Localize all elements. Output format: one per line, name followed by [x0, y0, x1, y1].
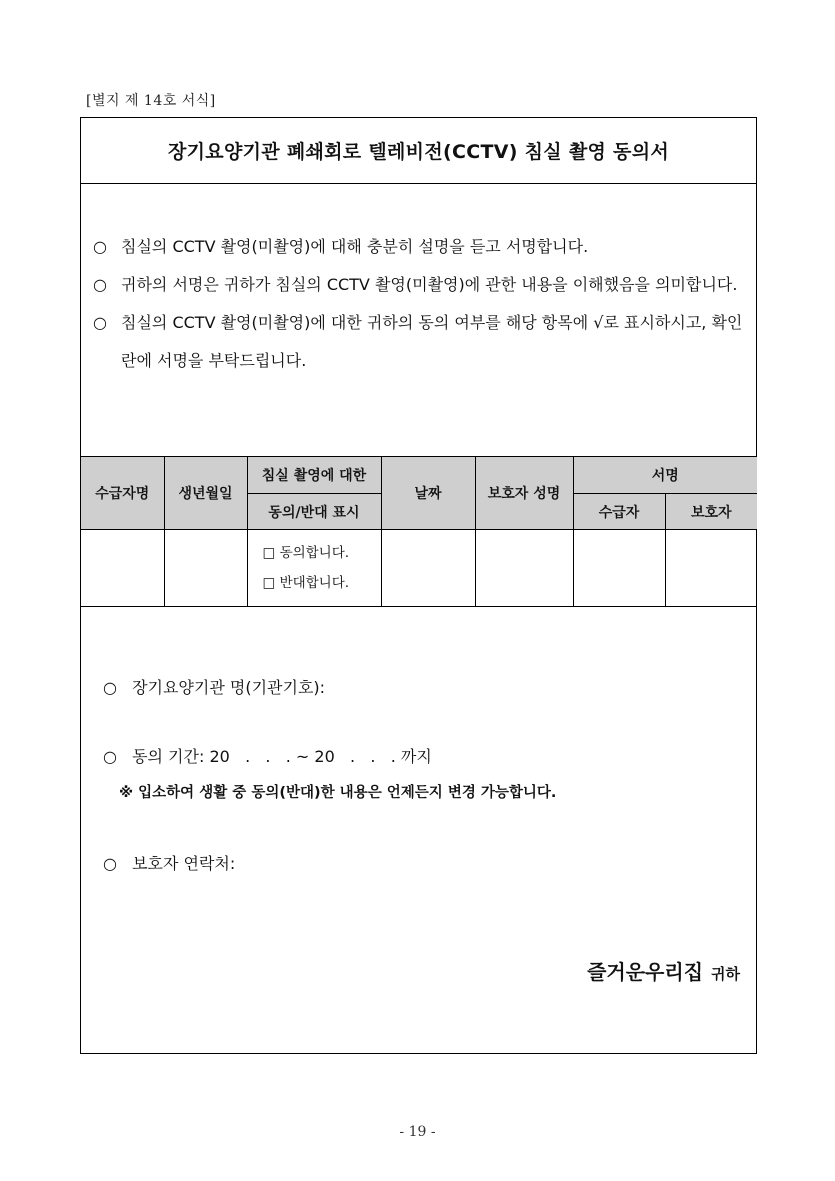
consent-form-frame	[80, 117, 757, 1054]
title-box	[81, 118, 756, 184]
date-cell[interactable]	[381, 530, 475, 607]
header-date: 날짜	[381, 457, 475, 530]
consent-options	[249, 538, 380, 598]
checkbox-icon[interactable]: □	[262, 545, 276, 561]
form-title: 장기요양기관 폐쇄회로 텔레비전(CCTV) 침실 촬영 동의서	[167, 141, 670, 163]
header-sig-guardian: 보호자	[665, 494, 757, 530]
header-guardian-name: 보호자 성명	[475, 457, 573, 530]
checkbox-icon[interactable]: □	[262, 575, 276, 591]
notice-item	[93, 266, 748, 304]
circle-bullet-icon: ○	[103, 747, 117, 766]
birth-date-cell[interactable]	[164, 530, 247, 607]
circle-bullet-icon: ○	[103, 678, 117, 697]
form-label: [별지 제 14호 서식]	[86, 93, 216, 109]
guardian-contact-label: 보호자 연락처:	[132, 854, 236, 873]
notice-item	[93, 228, 748, 266]
facility-line	[103, 675, 325, 698]
circle-bullet-icon: ○	[103, 854, 117, 873]
circle-bullet-icon: ○	[93, 313, 107, 332]
circle-bullet-icon: ○	[93, 275, 107, 294]
period-label: 동의 기간: 20 . . . ~ 20 . . . 까지	[132, 747, 432, 766]
period-note: ※ 입소하여 생활 중 동의(반대)한 내용은 언제든지 변경 가능합니다.	[119, 785, 557, 801]
recipient-signature-cell[interactable]	[573, 530, 665, 607]
recipient-facility-name: 즐거운우리집	[587, 960, 704, 984]
header-sig-recipient: 수급자	[573, 494, 665, 530]
agree-option[interactable]	[263, 538, 380, 568]
header-consent-line1: 침실 촬영에 대한	[247, 457, 381, 494]
notice-text: 귀하의 서명은 귀하가 침실의 CCTV 촬영(미촬영)에 관한 내용을 이해했음을 의미합니다.	[121, 275, 738, 294]
notice-text: 침실의 CCTV 촬영(미촬영)에 대해 충분히 설명을 듣고 서명합니다.	[121, 237, 589, 256]
page-number: - 19 -	[399, 1124, 436, 1140]
recipient-suffix: 귀하	[711, 965, 740, 983]
guardian-contact-line	[103, 851, 235, 874]
header-recipient-name: 수급자명	[81, 457, 164, 530]
agree-label: 동의합니다.	[279, 545, 350, 561]
facility-label: 장기요양기관 명(기관기호):	[132, 678, 326, 697]
recipient-name-cell[interactable]	[81, 530, 164, 607]
notice-text: 침실의 CCTV 촬영(미촬영)에 대한 귀하의 동의 여부를 해당 항목에 √로 표시하시고, 확인란에 서명을 부탁드립니다.	[121, 313, 743, 370]
header-consent-line2: 동의/반대 표시	[247, 494, 381, 530]
guardian-name-cell[interactable]	[475, 530, 573, 607]
guardian-signature-cell[interactable]	[665, 530, 757, 607]
consent-choice-cell	[247, 530, 381, 607]
table-row	[81, 530, 757, 607]
circle-bullet-icon: ○	[93, 237, 107, 256]
period-line	[103, 744, 432, 767]
disagree-label: 반대합니다.	[279, 575, 350, 591]
disagree-option[interactable]	[263, 568, 380, 598]
consent-table	[81, 456, 757, 607]
header-signature: 서명	[573, 457, 757, 494]
recipient-line	[587, 956, 740, 985]
notice-item	[93, 304, 748, 380]
notice-list	[93, 228, 748, 380]
header-birth-date: 생년월일	[164, 457, 247, 530]
